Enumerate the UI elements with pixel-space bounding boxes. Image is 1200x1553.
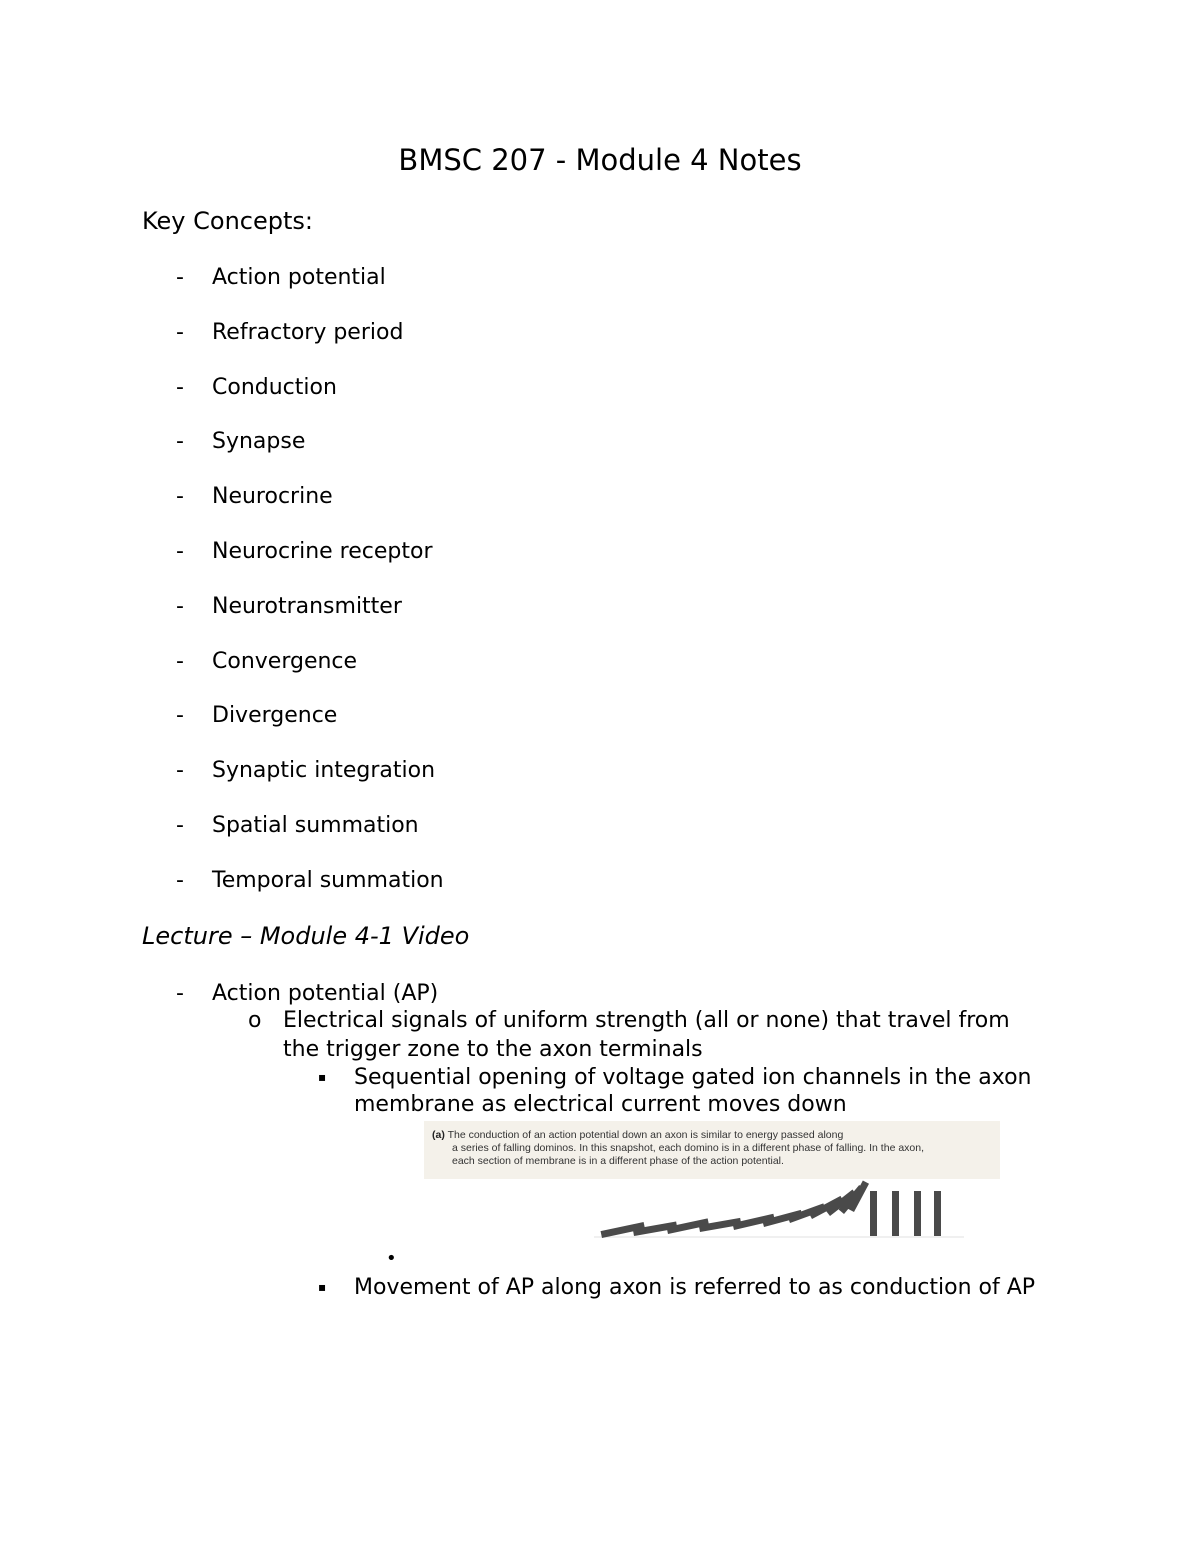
list-bullet: -	[176, 867, 184, 893]
list-bullet: -	[176, 319, 184, 345]
standing-domino	[934, 1191, 941, 1236]
list-item-text: Divergence	[212, 703, 338, 729]
list-item-text: Refractory period	[212, 319, 404, 345]
figure-caption-line-2: a series of falling dominos. In this snapshot, each domino is in a different phase of falling. In the axon,	[452, 1142, 925, 1154]
list-item-text: Synaptic integration	[212, 758, 436, 784]
list-item-text: Temporal summation	[212, 867, 444, 893]
sub-bullet: o	[248, 1008, 262, 1033]
figure-caption-line-3: each section of membrane is in a different phase of the action potential.	[452, 1155, 784, 1167]
sub-item-text: Electrical signals of uniform strength (all or none) that travel from the trigger zone to the axon terminals	[283, 1008, 1010, 1062]
list-bullet: -	[176, 265, 184, 290]
list-bullet: -	[176, 703, 184, 729]
lecture-item-text: Action potential (AP)	[212, 981, 439, 1006]
list-item-text: Convergence	[212, 648, 358, 674]
standing-domino	[914, 1191, 921, 1236]
figure-label: (a)	[432, 1129, 445, 1141]
dominoes-illustration	[424, 1121, 1000, 1241]
list-bullet: -	[176, 593, 184, 619]
list-bullet: -	[176, 648, 184, 674]
list-bullet: -	[176, 538, 184, 564]
list-item-text: Neurotransmitter	[212, 593, 402, 619]
list-bullet: -	[176, 484, 184, 510]
list-item-text: Neurocrine	[212, 484, 333, 510]
dominoes-group	[601, 1180, 941, 1238]
figure-caption-line-1: The conduction of an action potential down an axon is similar to energy passed along	[447, 1129, 844, 1141]
list-bullet: -	[176, 812, 184, 838]
sub-sub-item-text: Movement of AP along axon is referred to as conduction of AP	[354, 1275, 1036, 1300]
list-bullet: -	[176, 374, 184, 400]
standing-domino	[892, 1191, 899, 1236]
list-item-text: Synapse	[212, 429, 306, 455]
empty-bullet: •	[386, 1248, 397, 1269]
page-title: BMSC 207 - Module 4 Notes	[398, 143, 802, 177]
list-bullet: -	[176, 758, 184, 784]
key-concepts-heading: Key Concepts:	[142, 207, 313, 235]
lecture-heading: Lecture – Module 4-1 Video	[142, 922, 470, 950]
list-item-text: Neurocrine receptor	[212, 538, 433, 564]
sub-sub-item-text: Sequential opening of voltage gated ion channels in the axon membrane as electrical current moves down	[354, 1065, 1032, 1117]
domino-figure	[424, 1121, 1000, 1241]
square-bullet: ▪	[318, 1280, 327, 1294]
list-bullet: -	[176, 981, 184, 1006]
list-item-text: Conduction	[212, 374, 337, 400]
list-item-text: Action potential	[212, 265, 386, 290]
list-item-text: Spatial summation	[212, 812, 419, 838]
list-bullet: -	[176, 429, 184, 455]
standing-domino	[870, 1191, 877, 1236]
square-bullet: ▪	[318, 1070, 327, 1084]
